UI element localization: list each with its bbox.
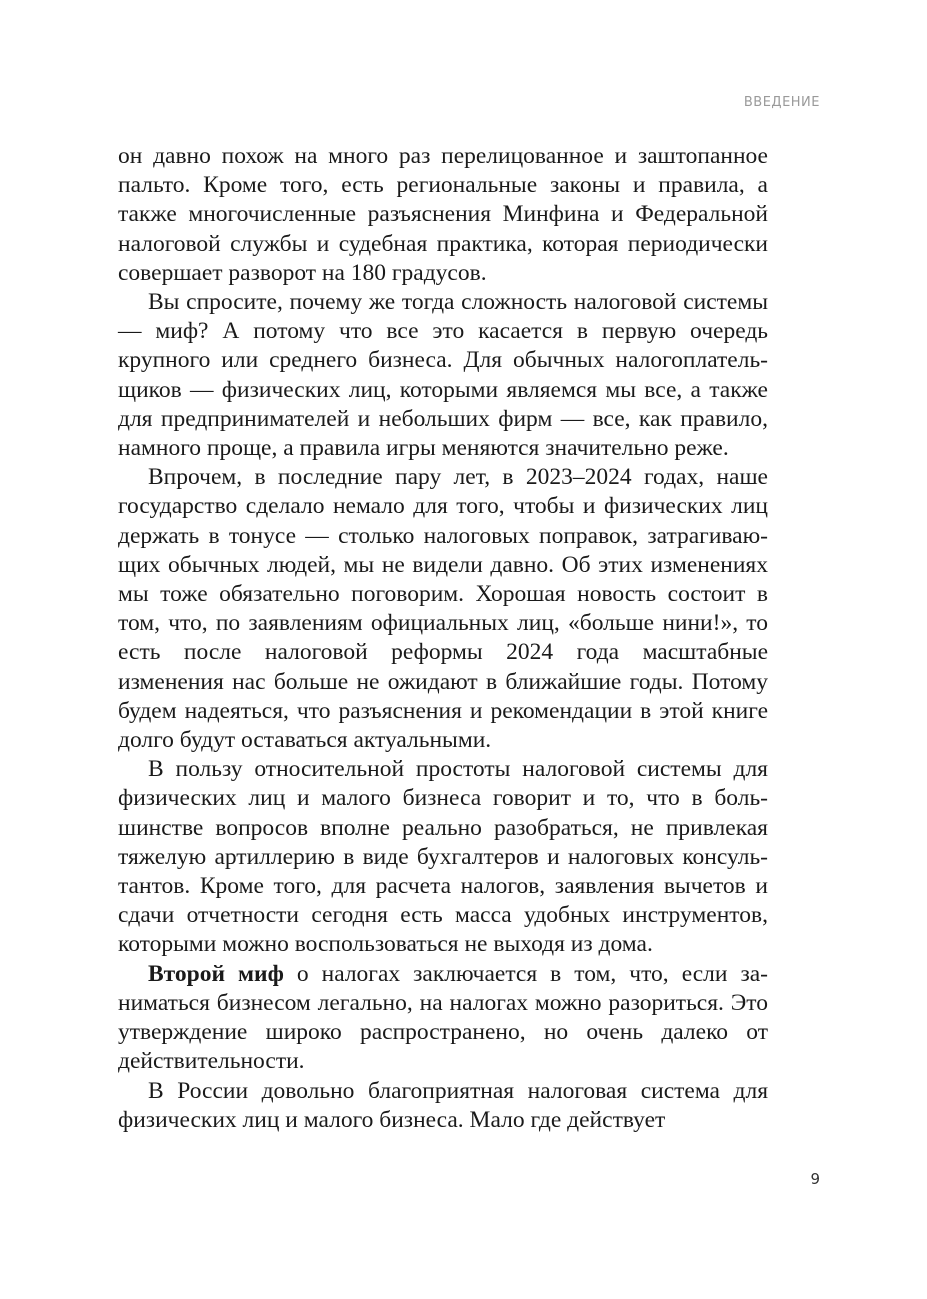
paragraph-6: В России довольно благоприятная налоговая система для физических лиц и малого бизнеса. Мало где действует — [118, 1077, 768, 1133]
paragraph-5-text: о налогах заключается в том, что, если заниматься бизнесом легально, на налогах можно разориться. Это утверждение широко распространено, но очень далеко от действительности. — [118, 960, 768, 1075]
paragraph-5 — [118, 960, 768, 1077]
bold-lead-in: Второй миф — [148, 960, 284, 987]
running-head: ВВЕДЕНИЕ — [743, 95, 820, 110]
paragraph-1: он давно похож на много раз перелицованное и заштопанное пальто. Кроме того, есть региональные законы и правила, а также многочисленные разъяснения Минфина и Федеральной налоговой службы и судебная практика, которая периодически совершает разворот на 180 градусов. — [118, 143, 768, 286]
paragraph-3: Впрочем, в последние пару лет, в 2023–2024 годах, наше государство сделало немало для того, чтобы и физических лиц держать в тонусе — столько налоговых поправок, затрагивающих обычных людей, мы не видели давно. Об этих изменениях мы тоже обязательно поговорим. Хорошая новость состоит в том, что, по заявлениям официальных лиц, «больше нини!», то есть после налоговой реформы 2024 года масштабные изменения нас больше не ожидают в ближайшие годы. Потому будем надеяться, что разъяснения и рекомендации в этой книге долго будут оставаться актуальными. — [118, 464, 768, 754]
body-text — [118, 142, 768, 1135]
page-number: 9 — [810, 1170, 820, 1188]
paragraph-2: Вы спросите, почему же тогда сложность налоговой системы — миф? А потому что все это касается в первую очередь крупного или среднего бизнеса. Для обычных налогоплательщиков — физических лиц, которыми являемся мы все, а также для предпринимателей и небольших фирм — все, как правило, намного проще, а правила игры меняются значительно реже. — [118, 289, 768, 462]
paragraph-4: В пользу относительной простоты налоговой системы для физических лиц и малого бизнеса говорит и то, что в большинстве вопросов вполне реально разобраться, не привлекая тяжелую артиллерию в виде бухгалтеров и налоговых консультантов. Кроме того, для расчета налогов, заявления вычетов и сдачи отчетности сегодня есть масса удобных инструментов, которыми можно воспользоваться не выходя из дома. — [118, 756, 768, 958]
